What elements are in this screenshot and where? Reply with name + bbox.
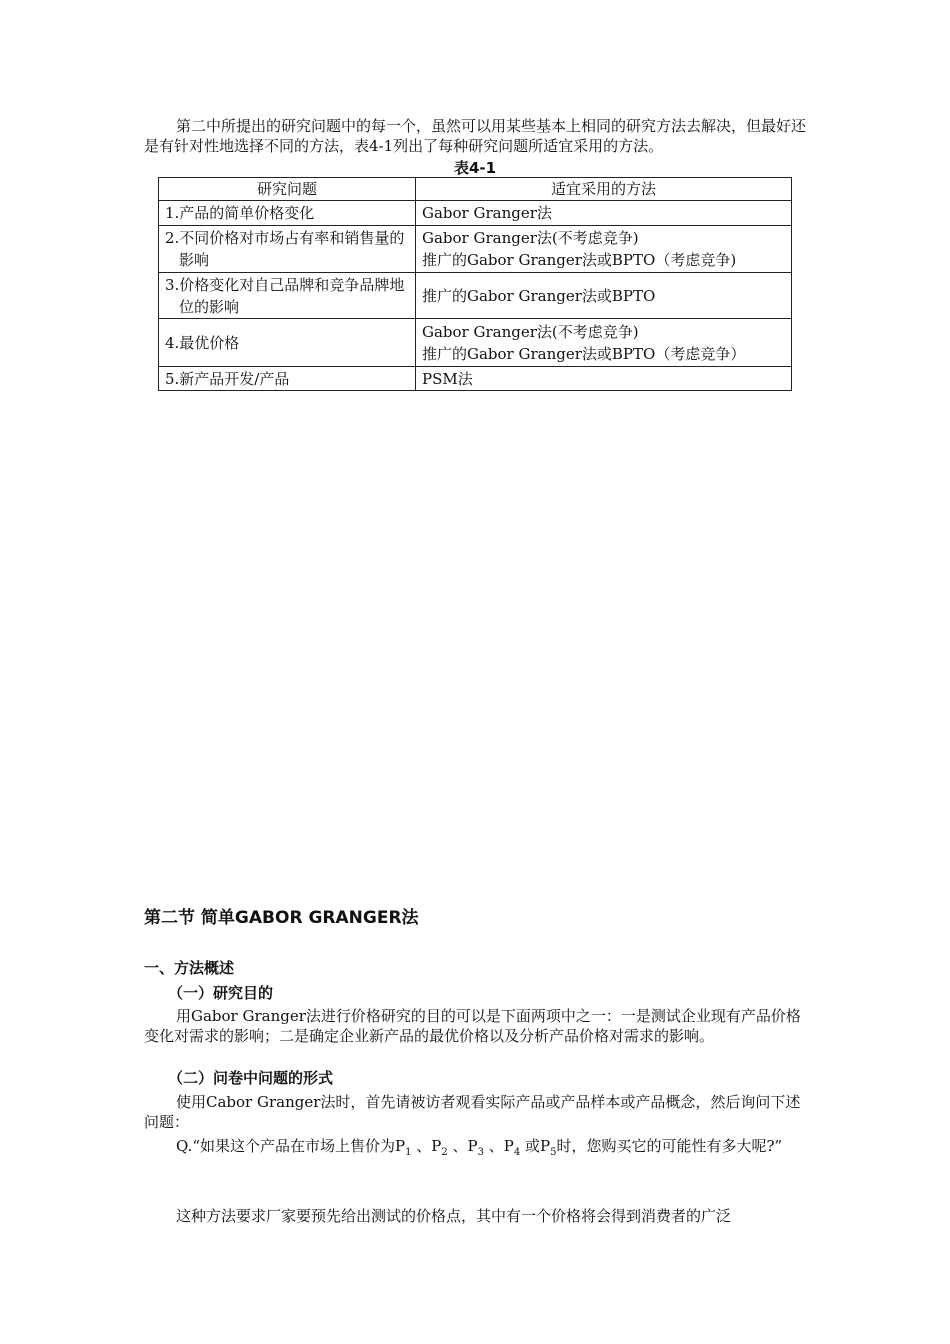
p4-subscript: 4 <box>513 1147 521 1158</box>
q-sep: 、P <box>416 1137 442 1155</box>
method-line: 推广的Gabor Granger法或BPTO（考虑竞争) <box>422 251 737 269</box>
heading-purpose: （一）研究目的 <box>168 984 274 1002</box>
problem-cell: 4.最优价格 <box>159 319 416 367</box>
table-row <box>159 226 792 273</box>
p5-subscript: 5 <box>550 1147 557 1158</box>
q-sep: 、P <box>452 1137 478 1155</box>
q-or: 或P <box>525 1137 551 1155</box>
p1-subscript: 1 <box>405 1147 412 1158</box>
q-text-end: 时，您购买它的可能性有多大呢?” <box>556 1137 783 1155</box>
p3-subscript: 3 <box>477 1147 484 1158</box>
intro-paragraph: 第二中所提出的研究问题中的每一个，虽然可以用某些基本上相同的研究方法去解决，但最好还是有针对性地选择不同的方法，表4-1列出了每种研究问题所适宜采用的方法。 <box>144 117 807 155</box>
table-row <box>159 273 792 319</box>
header-method: 适宜采用的方法 <box>416 178 792 201</box>
header-problem: 研究问题 <box>159 178 416 201</box>
method-cell: PSM法 <box>416 367 792 391</box>
method-cell <box>416 319 792 367</box>
question-q <box>144 1136 808 1163</box>
method-cell <box>416 226 792 273</box>
table-row <box>159 201 792 226</box>
methods-table <box>158 177 792 391</box>
purpose-paragraph: 用Gabor Granger法进行价格研究的目的可以是下面两项中之一：一是测试企业现有产品价格变化对需求的影响；二是确定企业新产品的最优价格以及分析产品价格对需求的影响。 <box>144 1007 801 1045</box>
table-row <box>159 367 792 391</box>
table-caption: 表4-1 <box>453 159 497 177</box>
heading-question-form: （二）问卷中问题的形式 <box>168 1069 334 1087</box>
method-cell: Gabor Granger法 <box>416 201 792 226</box>
heading-overview: 一、方法概述 <box>144 959 235 977</box>
problem-cell: 5.新产品开发/产品 <box>159 367 416 391</box>
problem-cell: 1.产品的简单价格变化 <box>159 201 416 226</box>
problem-text: 3.价格变化对自己品牌和竞争品牌地位的影响 <box>165 275 405 316</box>
method-line: Gabor Granger法(不考虑竞争) <box>422 322 639 341</box>
method-paragraph: 这种方法要求厂家要预先给出测试的价格点，其中有一个价格将会得到消费者的广泛 <box>176 1207 732 1225</box>
problem-cell <box>159 273 416 319</box>
problem-text: 2.不同价格对市场占有率和销售量的影响 <box>165 229 405 269</box>
method-line: 推广的Gabor Granger法或BPTO（考虑竞争） <box>422 344 746 363</box>
question-intro-paragraph: 使用Cabor Granger法时，首先请被访者观看实际产品或产品样本或产品概念，然后询问下述问题： <box>144 1093 801 1131</box>
problem-cell <box>159 226 416 273</box>
table-header-row <box>159 178 792 201</box>
q-sep: 、P <box>488 1137 514 1155</box>
section-title: 第二节 简单GABOR GRANGER法 <box>144 908 419 928</box>
table-row <box>159 319 792 367</box>
method-line: Gabor Granger法(不考虑竞争) <box>422 229 639 247</box>
p2-subscript: 2 <box>441 1147 448 1158</box>
method-cell: 推广的Gabor Granger法或BPTO <box>416 273 792 319</box>
q-text-start: Q.“如果这个产品在市场上售价为P <box>176 1137 406 1155</box>
